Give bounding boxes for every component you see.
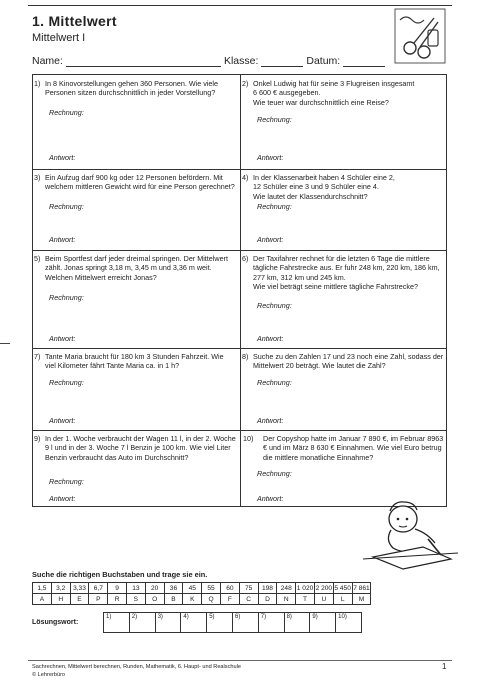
code-number-cell: 7 861 [353, 584, 370, 592]
answer-label: Antwort: [49, 153, 76, 162]
solution-slot[interactable]: 2) [129, 613, 155, 633]
task-cell-3: 3) Ein Aufzug darf 900 kg oder 12 Personen befördern. Mit welchem mittleren Gewicht wird für eine Person gerechnet? Rechnung: Antwort: [34, 173, 235, 244]
calculation-label: Rechnung: [257, 202, 292, 211]
name-label: Name: [32, 55, 63, 67]
code-letter-cell: H [51, 594, 70, 605]
code-letter-cell: A [33, 594, 52, 605]
code-letter-cell: B [164, 594, 183, 605]
code-letter-cell: D [258, 594, 277, 605]
code-number-cell: 45 [183, 583, 202, 594]
task-cell-5: 5) Beim Sportfest darf jeder dreimal springen. Der Mittelwert zählt. Jonas springt 3,18 m, 3,45 m und 3,36 m weit. Welchen Mittelwert erreicht Jonas? Rechnung: Antwort: [34, 254, 228, 343]
task-cell-9: 9) In der 1. Woche verbraucht der Wagen 11 l, in der 2. Woche 9 l und in der 3. Woche 7 l Benzin je 100 km. Wie viel Liter Benzin verbraucht das Auto im Durchschnitt? Rechnung: Antwort: [34, 434, 236, 503]
task-text: In der 1. Woche verbraucht der Wagen 11 l, in der 2. Woche 9 l und in der 3. Woche 7 l Benzin je 100 km. Wie viel Liter Benzin verbraucht das Auto im Durchschnitt? [45, 434, 236, 462]
task-cell-10: 10) Der Copyshop hatte im Januar 7 890 €, im Februar 8963 € und im März 8 630 € Einnahmen. Wie viel Euro betrug die mittlere monatliche Einnahme? Rechnung: Antwort: [243, 434, 444, 503]
code-number-cell: 36 [164, 583, 183, 594]
footer-rule [28, 660, 452, 661]
code-number-cell: 20 [145, 583, 164, 594]
answer-label: Antwort: [257, 416, 284, 425]
solution-table [103, 612, 362, 633]
task-text: Beim Sportfest darf jeder dreimal springen. Der Mittelwert zählt. Jonas springt 3,18 m, 3,45 m und 3,36 m weit. Welchen Mittelwert erreicht Jonas? [45, 254, 228, 282]
code-letter-cell: U [314, 594, 333, 605]
class-label: Klasse: [223, 55, 259, 67]
calculation-label: Rechnung: [257, 469, 292, 478]
solution-slot[interactable]: 10) [336, 613, 362, 633]
task-text: Onkel Ludwig hat für seine 3 Flugreisen insgesamt 6 600 € ausgegeben. Wie teuer war durchschnittlich eine Reise? [253, 79, 415, 107]
task-cell-2: 2) Onkel Ludwig hat für seine 3 Flugreisen insgesamt 6 600 € ausgegeben. Wie teuer war durchschnittlich eine Reise? Rechnung: Antwort: [242, 79, 415, 162]
code-letter-cell: C [239, 594, 258, 605]
calculation-label: Rechnung: [49, 378, 84, 387]
code-number-cell: 1 020 [296, 584, 314, 592]
page-number: 1 [442, 662, 447, 671]
footer-copyright: © Lehrerbüro [32, 672, 66, 678]
footer-topic: Sachrechnen, Mittelwert berechnen, Runden, Mathematik, 6. Haupt- und Realschule [32, 664, 241, 670]
name-class-date-row [32, 55, 412, 67]
code-number-cell: 9 [108, 583, 127, 594]
name-field[interactable] [66, 56, 221, 67]
answer-label: Antwort: [257, 494, 284, 503]
calculation-label: Rechnung: [49, 202, 84, 211]
task-cell-8: 8) Suche zu den Zahlen 17 und 23 noch eine Zahl, sodass der Mittelwert 20 beträgt. Wie lautet die Zahl? Rechnung: Antwort: [242, 352, 444, 425]
task-cell-7: 7) Tante Maria braucht für 180 km 3 Stunden Fahrzeit. Wie viel Kilometer fährt Tante Maria ca. in 1 h? Rechnung: Antwort: [34, 352, 224, 425]
task-cell-4: 4) In der Klassenarbeit haben 4 Schüler eine 2, 12 Schüler eine 3 und 9 Schüler eine 4. Wie lautet der Klassendurchschnitt? Rechnung: Antwort: [242, 173, 395, 244]
task-grid [32, 74, 447, 507]
code-number-cell: 3,33 [70, 583, 89, 594]
solution-slot[interactable]: 9) [310, 613, 336, 633]
solution-slot[interactable]: 6) [232, 613, 258, 633]
calculation-label: Rechnung: [257, 378, 292, 387]
task-text: Suche zu den Zahlen 17 und 23 noch eine Zahl, sodass der Mittelwert 20 beträgt. Wie lautet die Zahl? [253, 352, 444, 371]
solution-label: Lösungswort: [32, 619, 79, 626]
code-number-cell: 1,5 [33, 583, 52, 594]
task-text: In der Klassenarbeit haben 4 Schüler eine 2, 12 Schüler eine 3 und 9 Schüler eine 4. Wie lautet der Klassendurchschnitt? [253, 173, 395, 201]
code-letter-cell: Q [202, 594, 221, 605]
code-number-cell: 55 [202, 583, 221, 594]
code-letter-cell: S [126, 594, 145, 605]
code-number-cell: 198 [258, 583, 277, 594]
page-subtitle: Mittelwert I [32, 32, 86, 44]
answer-label: Antwort: [49, 334, 76, 343]
answer-label: Antwort: [49, 235, 76, 244]
code-number-cell: 5 450 [334, 584, 351, 592]
answer-label: Antwort: [49, 494, 76, 503]
code-letter-cell: K [183, 594, 202, 605]
code-number-cell: 3,2 [51, 583, 70, 594]
code-number-cell: 2 200 [315, 584, 333, 592]
calculation-label: Rechnung: [257, 301, 292, 310]
task-cell-1: 1) In 8 Kinovorstellungen gehen 360 Personen. Wie viele Personen sitzen durchschnittlich in jeder Vorstellung? Rechnung: Antwort: [34, 79, 219, 162]
task-text: Der Taxifahrer rechnet für die letzten 6 Tage die mittlere tägliche Fahrstrecke aus. Er fuhr 248 km, 220 km, 186 km, 277 km, 312 km und 245 km. Wie viel beträgt seine mittlere tägliche Fahrstrecke? [253, 254, 440, 292]
solution-slot[interactable]: 4) [181, 613, 207, 633]
code-letter-cell: E [70, 594, 89, 605]
calculation-label: Rechnung: [257, 115, 292, 124]
code-number-cell: 60 [220, 583, 239, 594]
date-label: Datum: [306, 55, 341, 67]
code-letter-cell: P [89, 594, 108, 605]
header-rule [28, 5, 452, 6]
task-cell-6: 6) Der Taxifahrer rechnet für die letzten 6 Tage die mittlere tägliche Fahrstrecke aus. Er fuhr 248 km, 220 km, 186 km, 277 km, 312 km und 245 km. Wie viel beträgt seine mittlere tägliche Fahrstrecke? Rechnung: Antwort: [242, 254, 440, 343]
code-table [32, 582, 371, 605]
task-text: Ein Aufzug darf 900 kg oder 12 Personen befördern. Mit welchem mittleren Gewicht wird für eine Person gerechnet? [45, 173, 235, 192]
code-letter-cell: L [333, 594, 352, 605]
code-number-cell: 248 [277, 583, 296, 594]
task-text: In 8 Kinovorstellungen gehen 360 Personen. Wie viele Personen sitzen durchschnittlich in jeder Vorstellung? [45, 79, 219, 98]
answer-label: Antwort: [257, 153, 284, 162]
code-number-row [33, 583, 371, 594]
code-letter-cell: R [108, 594, 127, 605]
task-text: Tante Maria braucht für 180 km 3 Stunden Fahrzeit. Wie viel Kilometer fährt Tante Maria ca. in 1 h? [45, 352, 224, 371]
answer-label: Antwort: [257, 334, 284, 343]
page-title: 1. Mittelwert [32, 13, 117, 29]
code-number-cell: 13 [126, 583, 145, 594]
code-letter-cell: T [296, 594, 315, 605]
answer-label: Antwort: [257, 235, 284, 244]
solution-slot[interactable]: 1) [104, 613, 130, 633]
fold-mark [0, 343, 10, 344]
code-letter-cell: O [145, 594, 164, 605]
code-letter-cell: N [277, 594, 296, 605]
solution-slot[interactable]: 8) [284, 613, 310, 633]
solution-slot[interactable]: 5) [207, 613, 233, 633]
class-field[interactable] [261, 56, 303, 67]
task-text: Der Copyshop hatte im Januar 7 890 €, im Februar 8963 € und im März 8 630 € Einnahmen. Wie viel Euro betrug die mittlere monatliche Einnahme? [263, 434, 444, 462]
writing-child-illustration [363, 497, 458, 572]
code-number-cell: 75 [239, 583, 258, 594]
calculation-label: Rechnung: [49, 477, 84, 486]
code-letter-row [33, 594, 371, 605]
answer-label: Antwort: [49, 416, 76, 425]
calculation-label: Rechnung: [49, 108, 84, 117]
code-letter-cell: F [220, 594, 239, 605]
code-letter-cell: M [352, 594, 371, 605]
solution-slot[interactable]: 7) [258, 613, 284, 633]
date-field[interactable] [343, 56, 385, 67]
calculation-label: Rechnung: [49, 293, 84, 302]
solution-slot[interactable]: 3) [155, 613, 181, 633]
code-number-cell: 6,7 [89, 583, 108, 594]
code-instruction: Suche die richtigen Buchstaben und trage sie ein. [32, 570, 208, 579]
